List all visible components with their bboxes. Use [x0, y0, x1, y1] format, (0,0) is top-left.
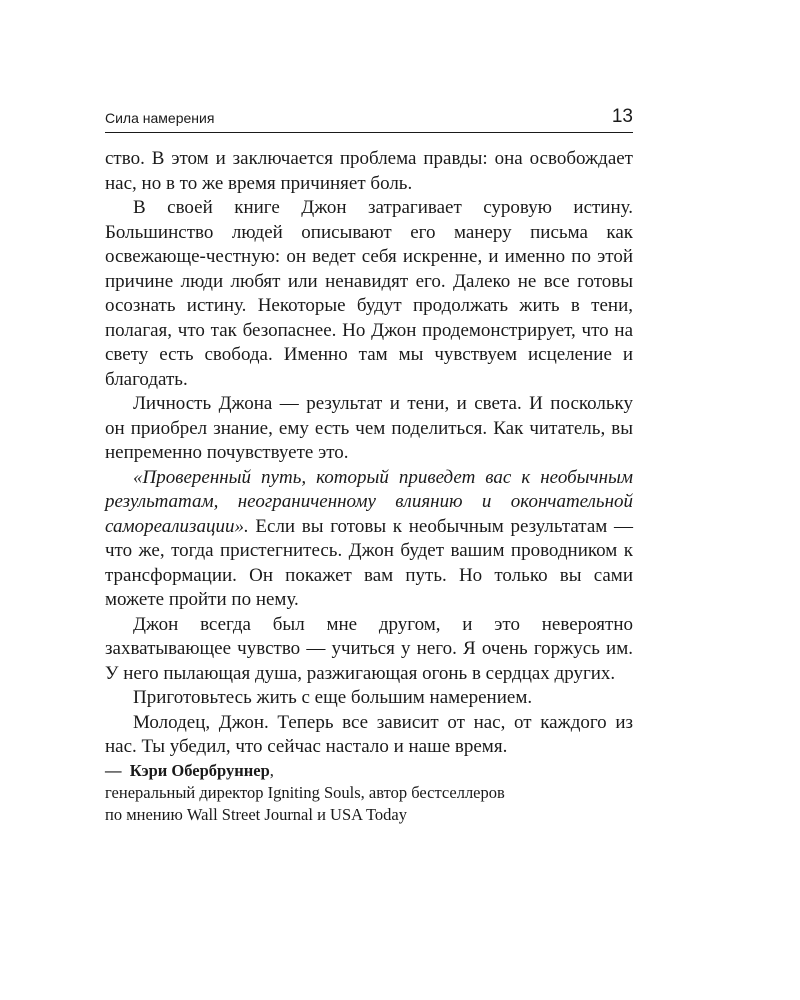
running-head: Сила намерения — [105, 110, 215, 126]
body-text — [105, 147, 633, 826]
paragraph-5: Джон всегда был мне другом, и это невероятно захватывающее чувство — учиться у него. Я очень горжусь им. У него пылающая душа, разжигающая огонь в сердцах других. — [105, 613, 633, 684]
paragraph-4-text: Если вы готовы к необычным результатам — что же, тогда пристегнитесь. Джон будет вашим проводником к трансформации. Он покажет вам путь. Но только вы сами можете пройти по нему. — [105, 515, 633, 610]
paragraph-6: Приготовьтесь жить с еще большим намерением. — [133, 687, 533, 708]
paragraph-1: ство. В этом и заключается проблема правды: она освобождает нас, но в то же время причиняет боль. — [105, 148, 633, 194]
page-header — [105, 106, 633, 133]
paragraph-3: Личность Джона — результат и тени, и света. И поскольку он приобрел знание, ему есть чем поделиться. Как читатель, вы непременно почувствуете это. — [105, 393, 633, 463]
signature-author: Кэри Обербруннер — [129, 760, 270, 780]
signature-title-1: генеральный директор Igniting Souls, автор бестселлеров — [105, 782, 505, 802]
paragraph-7: Молодец, Джон. Теперь все зависит от нас, от каждого из нас. Ты убедил, что сейчас настало и наше время. — [105, 711, 633, 757]
page-number: 13 — [611, 106, 633, 127]
paragraph-4 — [105, 466, 633, 613]
signature-dash: — — [105, 760, 122, 780]
signature-title-2: по мнению Wall Street Journal и USA Today — [105, 804, 407, 824]
quote-text: «Проверенный путь, который приведет вас к необычным результатам, неограниченному влиянию и окончательной самореализации». — [105, 466, 633, 537]
paragraph-2: В своей книге Джон затрагивает суровую истину. Большинство людей описывают его манеру письма как освежающе-честную: он ведет себя искренне, и именно по этой причине люди любят или ненавидят его. Далеко не все готовы осознать истину. Некоторые будут продолжать жить в тени, полагая, что так безопаснее. Но Джон продемонстрирует, что на свету есть свобода. Именно там мы чувствуем исцеление и благодать. — [105, 197, 633, 390]
signature-name-line — [105, 760, 633, 782]
signature-comma: , — [269, 760, 274, 780]
